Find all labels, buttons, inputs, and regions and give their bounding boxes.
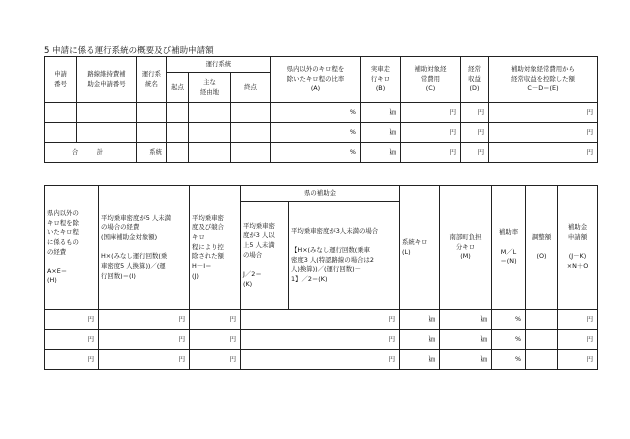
km-cell: ㎞ bbox=[400, 330, 440, 350]
table-row bbox=[45, 350, 598, 370]
km-cell: ㎞ bbox=[361, 143, 401, 163]
total-label: 合 計 bbox=[45, 143, 137, 163]
header-start-point: 起点 bbox=[167, 73, 189, 103]
yen-cell: 円 bbox=[45, 350, 99, 370]
cell bbox=[526, 350, 558, 370]
percent-cell: % bbox=[492, 310, 526, 330]
yen-cell: 円 bbox=[489, 103, 598, 123]
cell bbox=[137, 123, 167, 143]
cell bbox=[231, 103, 271, 123]
yen-cell: 円 bbox=[401, 123, 461, 143]
km-cell: ㎞ bbox=[440, 330, 492, 350]
yen-cell: 円 bbox=[45, 330, 99, 350]
route-overview-table bbox=[44, 56, 598, 163]
yen-cell: 円 bbox=[489, 123, 598, 143]
header-route-km: 系統キロ (L) bbox=[400, 186, 440, 310]
cell bbox=[45, 103, 77, 123]
header-subsidy-cost: 補助対象経 常費用 (C) bbox=[401, 57, 461, 103]
yen-cell: 円 bbox=[190, 310, 241, 330]
yen-cell: 円 bbox=[190, 330, 241, 350]
yen-cell: 円 bbox=[241, 310, 400, 330]
cell bbox=[189, 103, 231, 123]
header-subsidy-rate: 補助率 M／L ＝(N) bbox=[492, 186, 526, 310]
header-density-under-5-cost: 平均乗車密度が5 人未満 の場合の経費 (国庫補助金対象額) H×(みなし運行回数(乗 車密度5 人換算))／(運 行回数)＝(I) bbox=[99, 186, 190, 310]
km-cell: ㎞ bbox=[361, 103, 401, 123]
table-row bbox=[45, 103, 598, 123]
cell bbox=[77, 103, 137, 123]
cell bbox=[167, 123, 189, 143]
yen-cell: 円 bbox=[461, 103, 489, 123]
table-row bbox=[45, 310, 598, 330]
percent-cell: % bbox=[271, 143, 361, 163]
section-title: 5 申請に係る運行系統の概要及び補助申請額 bbox=[44, 46, 214, 56]
cell bbox=[189, 123, 231, 143]
yen-cell: 円 bbox=[558, 330, 598, 350]
cell bbox=[77, 123, 137, 143]
cell bbox=[526, 330, 558, 350]
header-via-points: 主な 経由地 bbox=[189, 73, 231, 103]
header-subsidy-application: 補助金 申請額 (J－K) ×N＋O bbox=[558, 186, 598, 310]
km-cell: ㎞ bbox=[361, 123, 401, 143]
header-route-name: 運行系 統名 bbox=[137, 57, 167, 103]
subsidy-calculation-table bbox=[44, 185, 598, 370]
km-cell: ㎞ bbox=[440, 310, 492, 330]
header-adjustment: 調整額 (O) bbox=[526, 186, 558, 310]
yen-cell: 円 bbox=[190, 350, 241, 370]
cell bbox=[189, 143, 231, 163]
header-subsidy-amount: 補助対象経常費用から 経常収益を控除した額 C－D＝(E) bbox=[489, 57, 598, 103]
yen-cell: 円 bbox=[489, 143, 598, 163]
cell bbox=[167, 103, 189, 123]
yen-cell: 円 bbox=[401, 103, 461, 123]
total-route-count: 系統 bbox=[137, 143, 167, 163]
header-outside-cost: 県内以外の キロ程を除 いたキロ程 に係るもの の経費 A×E＝ (H) bbox=[45, 186, 99, 310]
header-route-subsidy-number: 路線維持費補 助金申請番号 bbox=[77, 57, 137, 103]
yen-cell: 円 bbox=[45, 310, 99, 330]
cell bbox=[231, 123, 271, 143]
km-cell: ㎞ bbox=[400, 310, 440, 330]
percent-cell: % bbox=[492, 330, 526, 350]
percent-cell: % bbox=[492, 350, 526, 370]
total-row bbox=[45, 143, 598, 163]
header-operating-route: 運行系統 bbox=[167, 57, 271, 73]
yen-cell: 円 bbox=[461, 143, 489, 163]
table-row bbox=[45, 330, 598, 350]
header-ordinary-revenue: 経常 収益 (D) bbox=[461, 57, 489, 103]
km-cell: ㎞ bbox=[400, 350, 440, 370]
yen-cell: 円 bbox=[99, 330, 190, 350]
header-density-under-3: 平均乗車密度が3人未満の場合 【H×(みなし運行回数(乗車 密度3 人(特認路線の場合は2 人)換算))／(運行回数)－ 1】／2＝(K) bbox=[289, 202, 400, 310]
percent-cell: % bbox=[271, 103, 361, 123]
header-density-3-to-5: 平均乗車密 度が3 人以 上5 人未満 の場合 J／2＝ (K) bbox=[241, 202, 289, 310]
cell bbox=[167, 143, 189, 163]
cell bbox=[526, 310, 558, 330]
header-end-point: 終点 bbox=[231, 73, 271, 103]
header-actual-km: 実車走 行キロ (B) bbox=[361, 57, 401, 103]
yen-cell: 円 bbox=[99, 350, 190, 370]
cell bbox=[45, 123, 77, 143]
yen-cell: 円 bbox=[401, 143, 461, 163]
header-density-deduction: 平均乗車密 度及び競合 キロ 程により控 除された額 H－I＝ (J) bbox=[190, 186, 241, 310]
yen-cell: 円 bbox=[461, 123, 489, 143]
yen-cell: 円 bbox=[241, 350, 400, 370]
table-row bbox=[45, 123, 598, 143]
yen-cell: 円 bbox=[558, 310, 598, 330]
yen-cell: 円 bbox=[241, 330, 400, 350]
header-outside-prefecture-ratio: 県内以外のキロ程を 除いたキロ程の比率 (A) bbox=[271, 57, 361, 103]
header-nanbu-km: 南部町負担 分キロ (M) bbox=[440, 186, 492, 310]
yen-cell: 円 bbox=[99, 310, 190, 330]
percent-cell: % bbox=[271, 123, 361, 143]
cell bbox=[137, 103, 167, 123]
yen-cell: 円 bbox=[558, 350, 598, 370]
cell bbox=[231, 143, 271, 163]
header-prefecture-subsidy: 県の補助金 bbox=[241, 186, 400, 202]
header-application-number: 申請 番号 bbox=[45, 57, 77, 103]
km-cell: ㎞ bbox=[440, 350, 492, 370]
